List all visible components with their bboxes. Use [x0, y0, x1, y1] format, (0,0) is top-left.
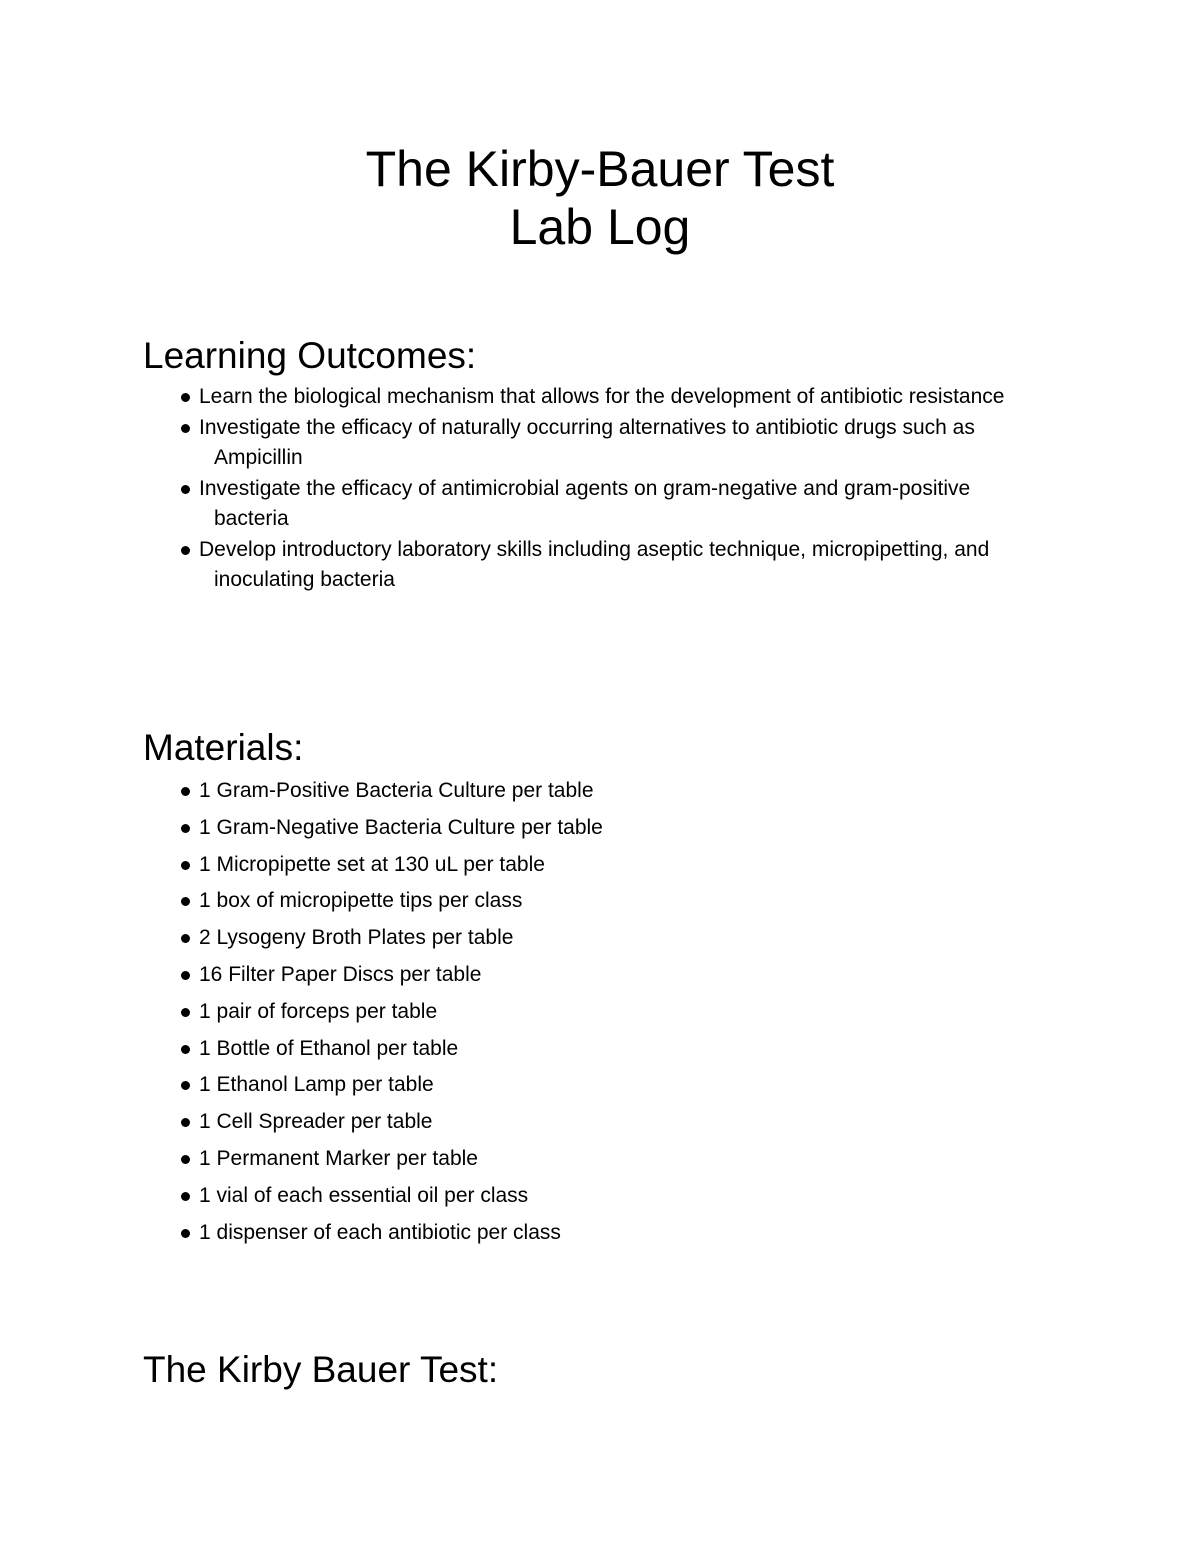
list-item [0, 413, 1044, 474]
list-item-text: Learn the biological mechanism that allows for the development of antibiotic resistance [199, 385, 1005, 408]
list-item-text: 1 dispenser of each antibiotic per class [199, 1220, 561, 1244]
bullet-icon [181, 1155, 190, 1164]
list-item [0, 921, 1060, 958]
list-item-text: Develop introductory laboratory skills including aseptic technique, micropipetting, and inoculating bacteria [199, 537, 990, 591]
bullet-icon [181, 971, 190, 980]
list-item [0, 382, 1044, 413]
list-item-text: 1 Cell Spreader per table [199, 1110, 433, 1134]
learning-outcomes-list [0, 382, 1060, 596]
bullet-icon [181, 861, 190, 870]
list-item [0, 1179, 1060, 1216]
bullet-icon [181, 824, 190, 833]
list-item-text: 1 Ethanol Lamp per table [199, 1073, 434, 1097]
list-item-text: 2 Lysogeny Broth Plates per table [199, 926, 514, 950]
bullet-icon [181, 1008, 190, 1017]
kirby-bauer-test-heading: The Kirby Bauer Test: [143, 1349, 499, 1390]
list-item [0, 995, 1060, 1032]
bullet-icon [181, 393, 190, 402]
list-item [0, 774, 1060, 811]
bullet-icon [181, 1192, 190, 1201]
learning-outcomes-heading: Learning Outcomes: [143, 335, 477, 376]
bullet-icon [181, 424, 190, 433]
list-item-text: 1 Gram-Negative Bacteria Culture per table [199, 815, 603, 839]
list-item [0, 1068, 1060, 1105]
bullet-icon [181, 934, 190, 943]
materials-list [0, 774, 1060, 1252]
list-item-text: 1 vial of each essential oil per class [199, 1183, 529, 1207]
list-item [0, 1216, 1060, 1253]
list-item [0, 884, 1060, 921]
bullet-icon [181, 897, 190, 906]
list-item-text: 1 Micropipette set at 130 uL per table [199, 852, 545, 876]
list-item-text: 1 box of micropipette tips per class [199, 889, 523, 913]
bullet-icon [181, 1229, 190, 1238]
bullet-icon [181, 485, 190, 494]
list-item-text: 16 Filter Paper Discs per table [199, 962, 482, 986]
list-item [0, 474, 1044, 535]
list-item [0, 1105, 1060, 1142]
list-item [0, 811, 1060, 848]
list-item-text: 1 Bottle of Ethanol per table [199, 1036, 459, 1060]
list-item [0, 1142, 1060, 1179]
page-title [0, 140, 1200, 256]
list-item-text: 1 pair of forceps per table [199, 999, 438, 1023]
list-item-text: 1 Permanent Marker per table [199, 1146, 478, 1170]
materials-heading: Materials: [143, 727, 304, 768]
list-item-text: Investigate the efficacy of antimicrobial agents on gram-negative and gram-positive bacteria [199, 476, 971, 530]
list-item [0, 535, 1044, 596]
list-item [0, 958, 1060, 995]
bullet-icon [181, 787, 190, 796]
bullet-icon [181, 1045, 190, 1054]
bullet-icon [181, 546, 190, 555]
list-item-text: 1 Gram-Positive Bacteria Culture per table [199, 779, 594, 802]
bullet-icon [181, 1081, 190, 1090]
page-title-line2: Lab Log [509, 199, 691, 255]
list-item-text: Investigate the efficacy of naturally occurring alternatives to antibiotic drugs such as Ampicillin [199, 415, 975, 469]
list-item [0, 848, 1060, 885]
page-title-line1: The Kirby-Bauer Test [365, 141, 835, 197]
bullet-icon [181, 1118, 190, 1127]
list-item [0, 1032, 1060, 1069]
